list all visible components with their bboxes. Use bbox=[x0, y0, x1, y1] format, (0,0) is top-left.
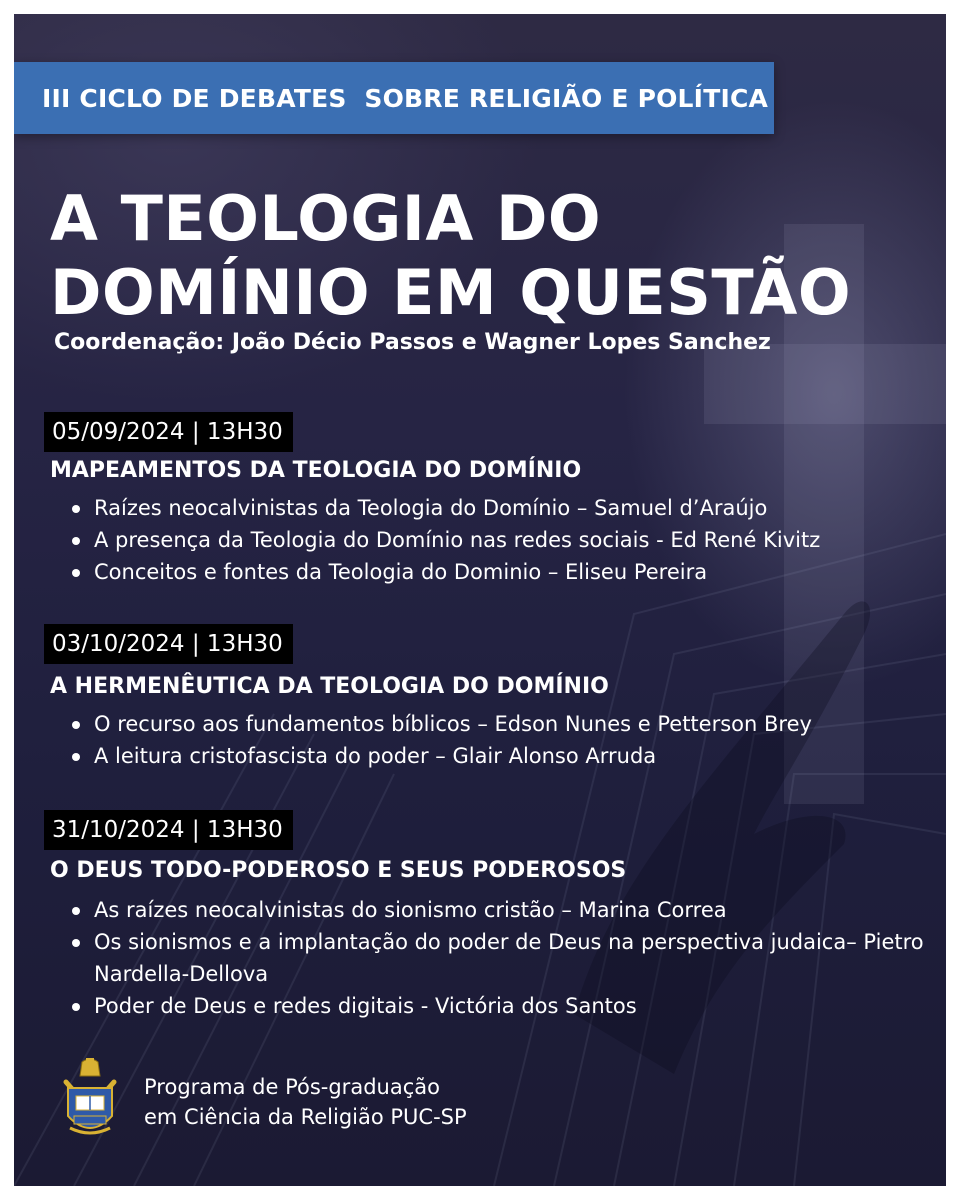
session-2-talks bbox=[70, 708, 930, 772]
session-2-title: A HERMENÊUTICA DA TEOLOGIA DO DOMÍNIO bbox=[50, 674, 609, 699]
list-item: Poder de Deus e redes digitais - Victória dos Santos bbox=[70, 990, 930, 1022]
event-title bbox=[50, 182, 851, 330]
event-series-banner bbox=[14, 62, 774, 134]
banner-text: III CICLO DE DEBATES SOBRE RELIGIÃO E POLÍTICA bbox=[42, 83, 769, 113]
poster bbox=[14, 14, 946, 1186]
list-item: Os sionismos e a implantação do poder de Deus na perspectiva judaica– Pietro Nardella-Dellova bbox=[70, 926, 930, 990]
session-3-title: O DEUS TODO-PODEROSO E SEUS PODEROSOS bbox=[50, 858, 627, 883]
title-line-1: A TEOLOGIA DO bbox=[50, 182, 602, 255]
list-item: A leitura cristofascista do poder – Glair Alonso Arruda bbox=[70, 740, 930, 772]
list-item: As raízes neocalvinistas do sionismo cristão – Marina Correa bbox=[70, 894, 930, 926]
program-name-line-2: em Ciência da Religião PUC-SP bbox=[144, 1105, 467, 1129]
program-name bbox=[144, 1072, 467, 1132]
list-item: Raízes neocalvinistas da Teologia do Domínio – Samuel d’Araújo bbox=[70, 492, 930, 524]
list-item: Conceitos e fontes da Teologia do Dominio – Eliseu Pereira bbox=[70, 556, 930, 588]
list-item: A presença da Teologia do Domínio nas redes sociais - Ed René Kivitz bbox=[70, 524, 930, 556]
program-name-line-1: Programa de Pós-graduação bbox=[144, 1075, 440, 1099]
session-1-date: 05/09/2024 | 13H30 bbox=[44, 412, 293, 452]
list-item: O recurso aos fundamentos bíblicos – Edson Nunes e Petterson Brey bbox=[70, 708, 930, 740]
session-3-date: 31/10/2024 | 13H30 bbox=[44, 810, 293, 850]
session-1-talks bbox=[70, 492, 930, 588]
session-3-talks bbox=[70, 894, 930, 1022]
session-1-title: MAPEAMENTOS DA TEOLOGIA DO DOMÍNIO bbox=[50, 458, 582, 483]
title-line-2: DOMÍNIO EM QUESTÃO bbox=[50, 256, 852, 329]
coordination-text: Coordenação: João Décio Passos e Wagner Lopes Sanchez bbox=[54, 330, 771, 355]
puc-sp-coat-of-arms-icon bbox=[60, 1058, 120, 1142]
session-2-date: 03/10/2024 | 13H30 bbox=[44, 624, 293, 664]
